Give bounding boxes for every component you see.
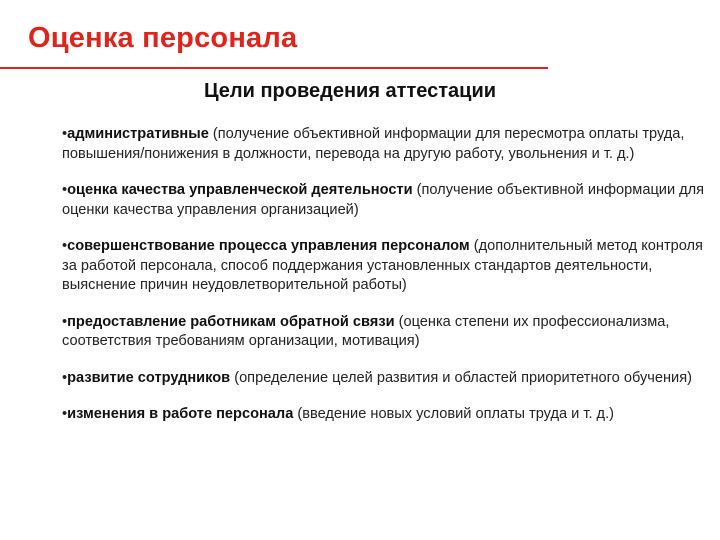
bullet-marker: • (62, 238, 68, 254)
list-item (62, 181, 708, 220)
goal-description: (определение целей развития и областей приоритетного обучения) (230, 369, 692, 386)
goal-description: (введение новых условий оплаты труда и т. д.) (293, 406, 614, 422)
list-item (62, 313, 708, 352)
goal-description: (получение объективной информации для оценки качества управления организацией) (62, 182, 705, 218)
goal-description: (получение объективной информации для пересмотра оплаты труда, повышения/понижения в должности, перевода на другую работу, увольнения и т. д.) (62, 126, 685, 162)
slide-title: Оценка персонала (28, 22, 298, 54)
goal-term: предоставление работникам обратной связи (67, 313, 395, 330)
bullet-marker: • (62, 126, 68, 142)
goal-description: (дополнительный метод контроля за работой персонала, способ поддержания установленных стандартов деятельности, выяснение причин неудовлетворительной работы) (62, 238, 703, 293)
bullet-marker: • (62, 369, 68, 386)
goal-term: изменения в работе персонала (67, 406, 294, 422)
goal-term: оценка качества управленческой деятельности (67, 182, 413, 198)
list-item (62, 237, 708, 296)
goal-term: развитие сотрудников (67, 369, 231, 386)
goals-list (62, 125, 708, 425)
goal-description: (оценка степени их профессионализма, соответствия требованиям организации, мотивация) (62, 313, 670, 349)
title-underline (0, 67, 548, 69)
bullet-marker: • (62, 313, 68, 330)
bullet-marker: • (62, 406, 68, 422)
slide-subtitle: Цели проведения аттестации (203, 80, 497, 102)
goal-term: совершенствование процесса управления персоналом (67, 238, 470, 254)
list-item (62, 369, 708, 389)
goal-term: административные (67, 126, 209, 142)
list-item (62, 405, 708, 425)
bullet-marker: • (62, 182, 68, 198)
list-item (62, 125, 708, 164)
